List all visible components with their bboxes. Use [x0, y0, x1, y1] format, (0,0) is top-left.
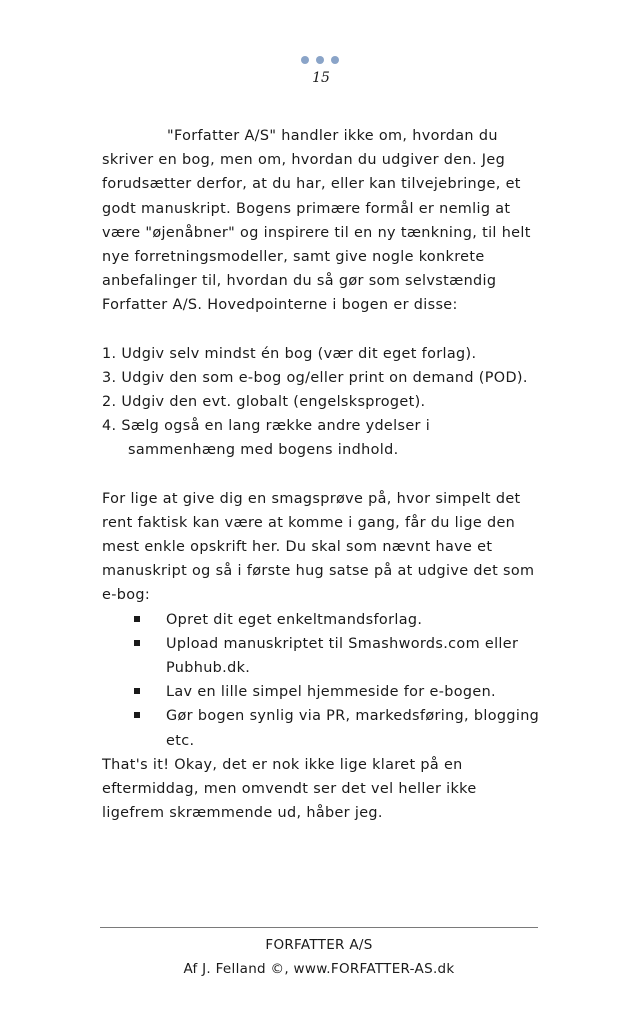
intro-paragraph: "Forfatter A/S" handler ikke om, hvordan du skriver en bog, men om, hvordan du udgiver den. Jeg forudsætter derfor, at du har, eller kan tilvejebringe, et godt manuskript. Bogens primære formål er nemlig at være "øjenåbner" og inspirere til en ny tænkning, til helt nye forretningsmodeller, samt give nogle konkrete anbefalinger til, hvordan du så gør som selvstændig Forfatter A/S. Hovedpointerne i bogen er disse:	[102, 128, 531, 314]
square-bullet-icon	[134, 616, 140, 622]
main-point-item: 2. Udgiv den evt. globalt (engelsksproget).	[102, 394, 426, 411]
main-point-item: 3. Udgiv den som e-bog og/eller print on demand (POD).	[102, 369, 528, 386]
steps-list	[102, 608, 542, 753]
ornament-dot	[316, 56, 324, 64]
footer-divider	[100, 927, 538, 928]
page-number: 15	[312, 70, 330, 86]
main-points-list	[102, 342, 542, 463]
ornament-dot	[301, 56, 309, 64]
step-text: Gør bogen synlig via PR, markedsføring, blogging etc.	[166, 708, 540, 749]
step-item	[102, 632, 542, 680]
paragraph-gap	[102, 463, 542, 487]
main-point-item: 1. Udgiv selv mindst én bog (vær dit eget forlag).	[102, 345, 477, 362]
ornament-dot	[331, 56, 339, 64]
square-bullet-icon	[134, 640, 140, 646]
paragraph-gap	[102, 318, 542, 342]
main-point-item: 4. Sælg også en lang række andre ydelser i sammenhæng med bogens indhold.	[102, 418, 431, 459]
footer-title: FORFATTER A/S	[265, 937, 373, 953]
step-item	[102, 608, 542, 632]
header-ornament-dots	[301, 56, 339, 64]
square-bullet-icon	[134, 712, 140, 718]
step-text: Lav en lille simpel hjemmeside for e-bogen.	[166, 684, 496, 701]
step-text: Opret dit eget enkeltmandsforlag.	[166, 611, 423, 628]
recipe-intro-paragraph: For lige at give dig en smagsprøve på, hvor simpelt det rent faktisk kan være at komme i gang, får du lige den mest enkle opskrift her. Du skal som nævnt have et manuskript og så i første hug satse på at udgive det som e-bog:	[102, 490, 535, 604]
square-bullet-icon	[134, 688, 140, 694]
footer-credit: Af J. Felland ©, www.FORFATTER-AS.dk	[183, 961, 455, 977]
step-item	[102, 704, 542, 752]
closing-paragraph: That's it! Okay, det er nok ikke lige klaret på en eftermiddag, men omvendt ser det vel heller ikke ligefrem skræmmende ud, håber jeg.	[102, 756, 477, 822]
step-text: Upload manuskriptet til Smashwords.com eller Pubhub.dk.	[166, 635, 519, 677]
step-item	[102, 680, 542, 704]
page-body	[102, 124, 542, 825]
